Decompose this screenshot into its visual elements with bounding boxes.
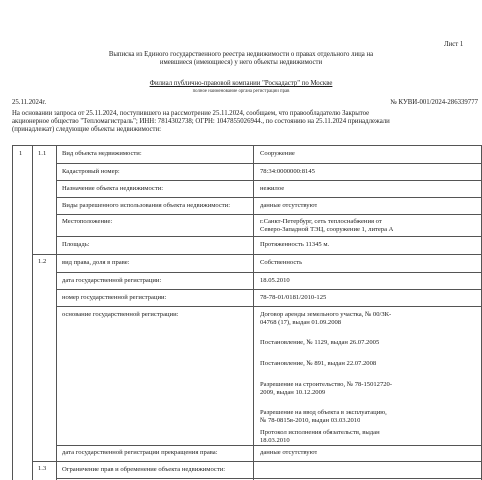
label-registration-number: номер государственной регистрации: — [62, 294, 167, 301]
label-registration-basis: основание государственной регистрации: — [62, 311, 179, 318]
basis-line: № 78-0815в-2010, выдан 03.03.2010 — [260, 417, 361, 424]
basis-line: 18.03.2010 — [260, 437, 290, 444]
section-1-1: 1.1 — [38, 150, 47, 157]
label-location: Местоположение: — [62, 218, 113, 225]
intro-line3: (принадлежат) следующие объекты недвижимости: — [12, 126, 162, 133]
value-registration-number: 78-78-01/0181/2010-125 — [260, 294, 327, 301]
object-index: 1 — [19, 150, 23, 157]
value-permitted-use: данные отсутствуют — [260, 202, 318, 209]
basis-line: Разрешение на строительство, № 78-15012720- — [260, 381, 393, 388]
value-location-line2: Северо-Западной ТЭЦ, сооружение 1, литера А — [260, 226, 394, 233]
value-area: Протяженность 11345 м. — [260, 241, 330, 248]
basis-line: Постановление, № 891, выдан 22.07.2008 — [260, 360, 377, 367]
value-purpose: нежилое — [260, 185, 285, 192]
document-title-line1: Выписка из Единого государственного реестра недвижимости о правах отдельного лица на — [108, 51, 374, 58]
section-1-2: 1.2 — [38, 258, 47, 265]
value-right-type: Собственность — [260, 259, 303, 266]
label-purpose: Назначение объекта недвижимости: — [62, 185, 164, 192]
basis-line: Договор аренды земельного участка, № 00/ЗК- — [260, 311, 392, 318]
basis-line: Протокол исполнения обязательств, выдан — [260, 429, 380, 436]
branch-name: Филиал публично-правовой компании "Роскадастр" по Москве — [149, 80, 333, 87]
basis-line: Постановление, № 1129, выдан 26.07.2005 — [260, 339, 380, 346]
value-registration-date: 18.05.2010 — [260, 277, 290, 284]
value-location-line1: г.Санкт-Петербург, сеть теплоснабжения от — [260, 218, 382, 225]
basis-line: 04768 (17), выдан 01.09.2008 — [260, 319, 342, 326]
intro-line1: На основании запроса от 25.11.2024, поступившего на рассмотрение 25.11.2024, сообщаем, что правообладателю Закрытое — [12, 110, 370, 117]
branch-caption: полное наименование органа регистрации прав — [192, 89, 290, 94]
label-cadastral-number: Кадастровый номер: — [62, 168, 120, 175]
document-date: 25.11.2024г. — [12, 99, 47, 106]
label-termination-date: дата государственной регистрации прекращения права: — [62, 449, 218, 456]
label-restrictions: Ограничение прав и обременение объекта недвижимости: — [62, 466, 226, 473]
label-right-type: вид права, доля в праве: — [62, 259, 130, 266]
intro-line2: акционерное общество "Тепломагистраль"; ИНН: 7814302738; ОГРН: 1047855026944., по состоянию на 25.11.2024 принадлежали — [12, 118, 390, 125]
document-title-line2: имевшиеся (имеющиеся) у него объекты недвижимости — [159, 59, 323, 66]
value-object-type: Сооружение — [260, 150, 295, 157]
label-registration-date: дата государственной регистрации: — [62, 277, 162, 284]
label-object-type: Вид объекта недвижимости: — [62, 150, 142, 157]
section-1-3: 1.3 — [38, 465, 47, 472]
label-permitted-use: Виды разрешенного использования объекта недвижимости: — [62, 202, 231, 209]
basis-line: 2009, выдан 10.12.2009 — [260, 389, 326, 396]
label-area: Площадь: — [62, 241, 90, 248]
basis-line: Разрешение на ввод объекта в эксплуатацию, — [260, 409, 387, 416]
sheet-number: Лист 1 — [444, 41, 464, 48]
value-termination-date: данные отсутствуют — [260, 449, 318, 456]
value-cadastral-number: 78:34:0000000:8145 — [260, 168, 315, 175]
document-number: № КУВИ-001/2024-286339777 — [390, 99, 478, 106]
